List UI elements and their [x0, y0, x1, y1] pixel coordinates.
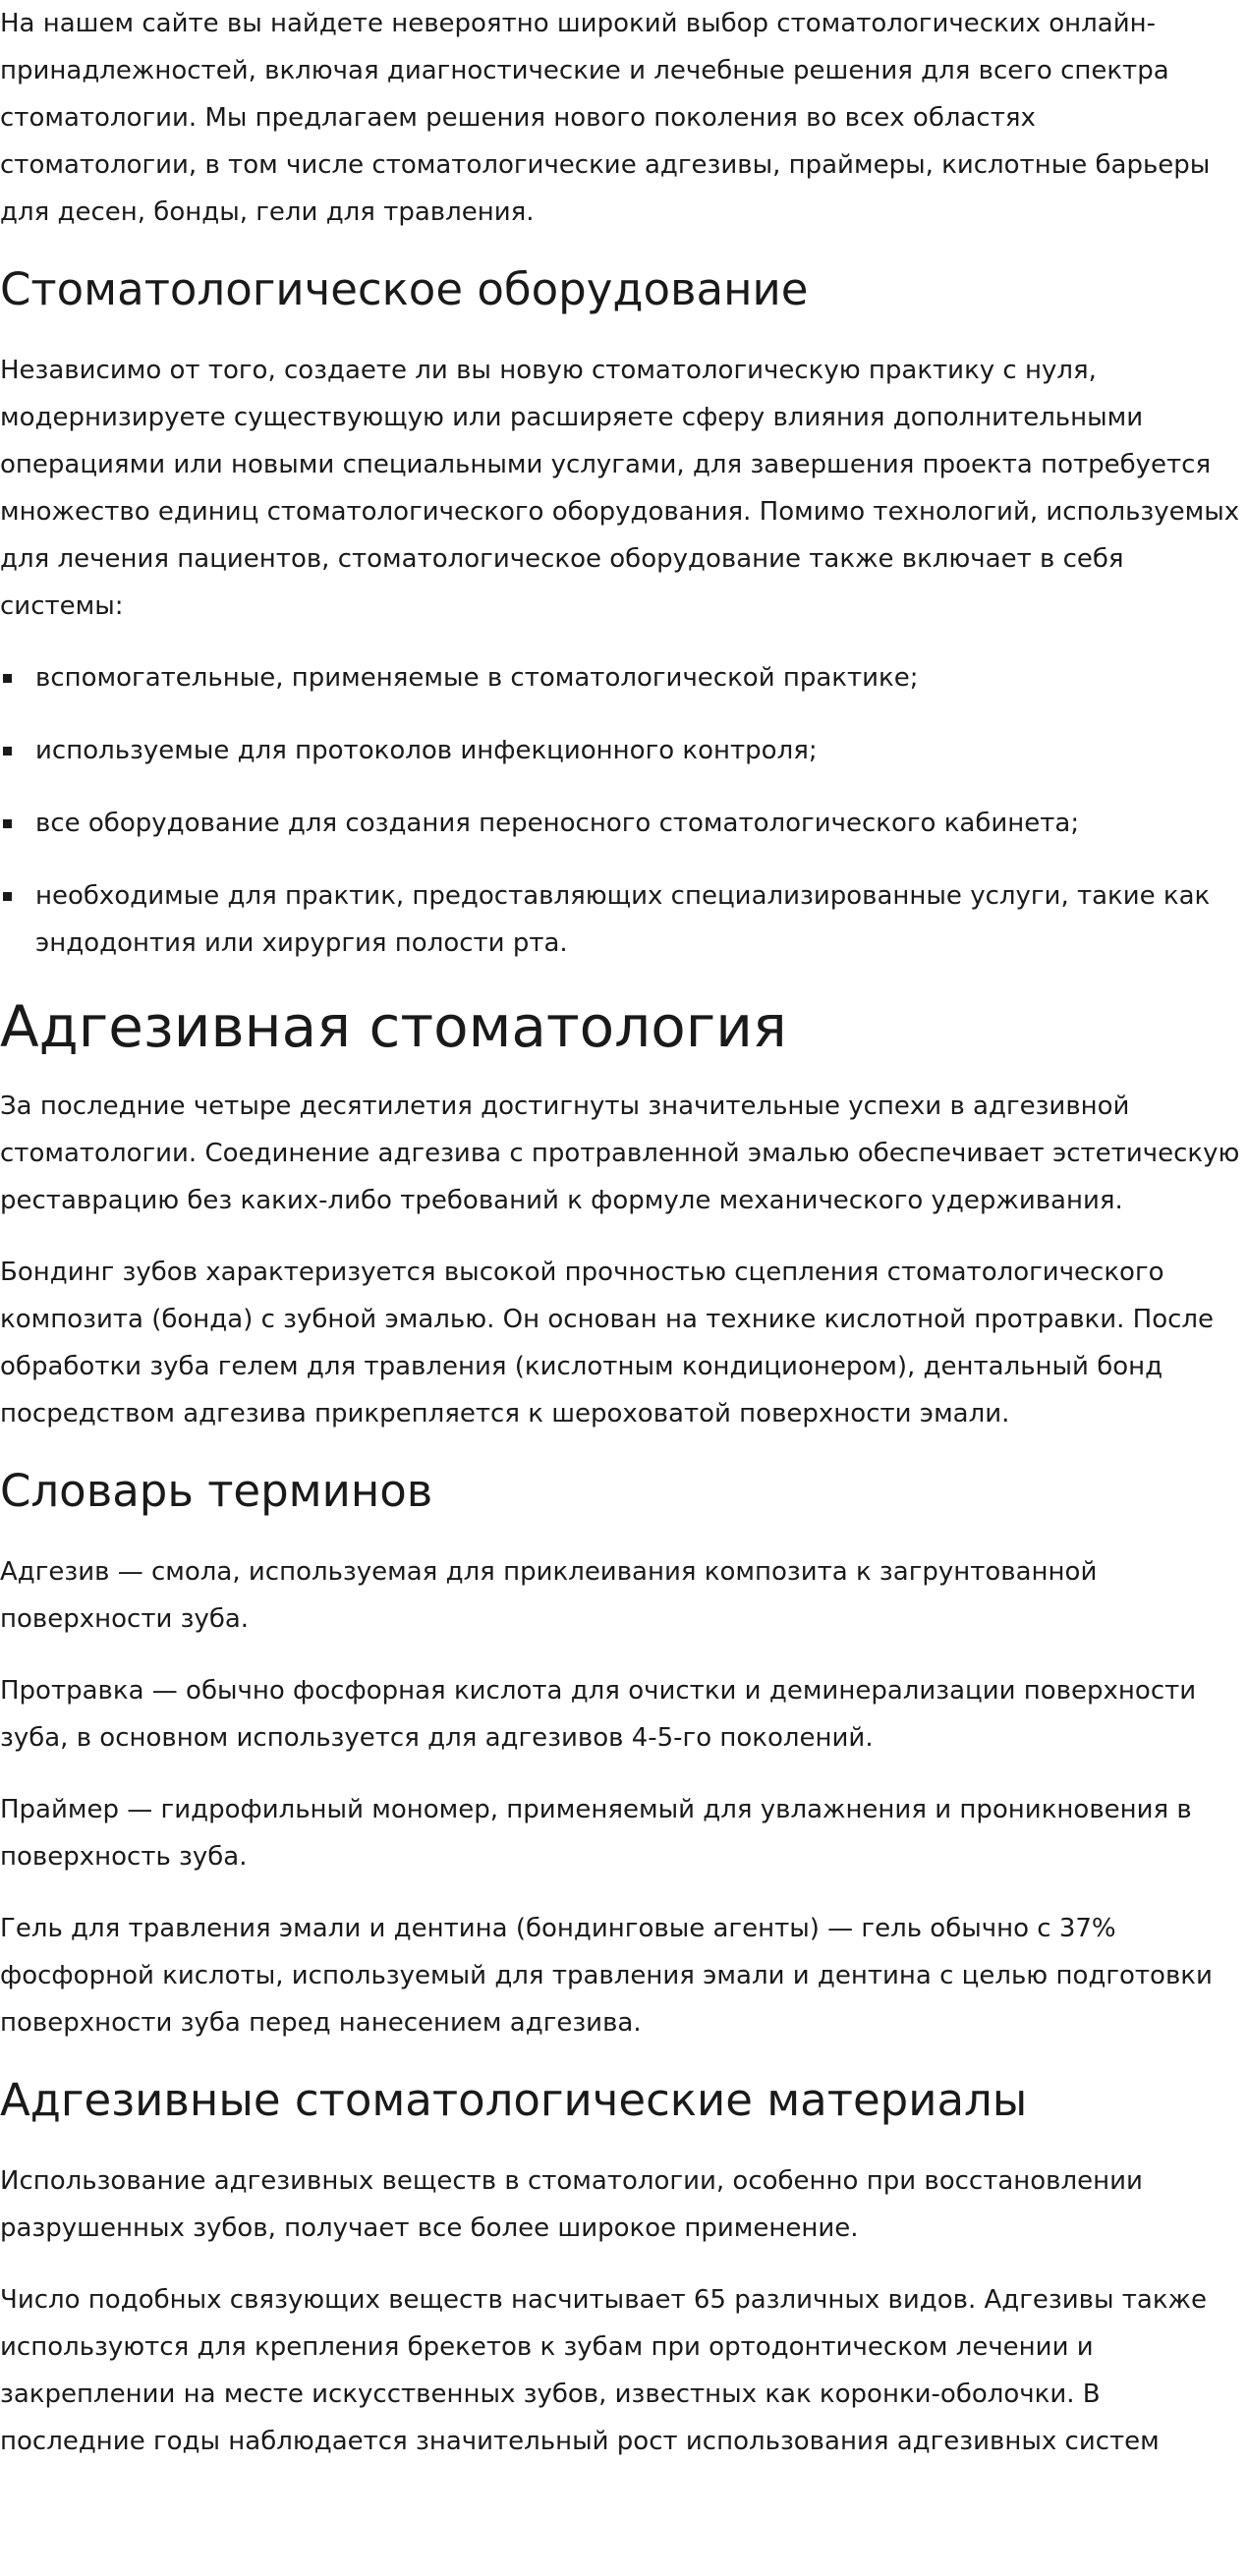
equipment-paragraph: Независимо от того, создаете ли вы новую стоматологическую практику с нуля, модернизируете существующую или расширяете сферу влияния дополнительными операциями или новыми специальными услугами, для завершения проекта потребуется множество единиц стоматологического оборудования. Помимо технологий, используемых для лечения пациентов, стоматологическое оборудование также включает в себя системы: — [0, 356, 1240, 621]
glossary-term-adhesive: Адгезив — смола, используемая для приклеивания композита к загрунтованной поверхности зуба. — [0, 1557, 1098, 1634]
glossary-term-etch: Протравка — обычно фосфорная кислота для очистки и деминерализации поверхности зуба, в основном используется для адгезивов 4-5-го поколений. — [0, 1676, 1197, 1753]
materials-paragraph: Число подобных связующих веществ насчитывает 65 различных видов. Адгезивы также используются для крепления брекетов к зубам при ортодонтическом лечении и закреплении на месте искусственных зубов, известных как коронки-оболочки. В последние годы наблюдается значительный рост использования адгезивных систем — [0, 2285, 1207, 2456]
square-bullet-icon — [3, 674, 12, 683]
square-bullet-icon — [3, 892, 12, 901]
list-item-text: вспомогательные, применяемые в стоматологической практике; — [35, 663, 919, 693]
square-bullet-icon — [3, 747, 12, 756]
materials-paragraph: Использование адгезивных веществ в стоматологии, особенно при восстановлении разрушенных зубов, получает все более широкое применение. — [0, 2166, 1143, 2243]
list-item-text: необходимые для практик, предоставляющих специализированные услуги, такие как эндодонтия или хирургия полости рта. — [35, 881, 1211, 958]
list-item — [0, 800, 1240, 847]
list-item — [0, 654, 1240, 701]
adhesive-paragraph: За последние четыре десятилетия достигнуты значительные успехи в адгезивной стоматологии. Соединение адгезива с протравленной эмалью обеспечивает эстетическую реставрацию без каких-либо требований к формуле механического удерживания. — [0, 1092, 1240, 1215]
glossary-term-gel: Гель для травления эмали и дентина (бондинговые агенты) — гель обычно с 37% фосфорной кислоты, используемый для травления эмали и дентина с целью подготовки поверхности зуба перед нанесением адгезива. — [0, 1914, 1213, 2038]
adhesive-heading: Адгезивная стоматология — [0, 993, 787, 1060]
list-item-text: все оборудование для создания переносного стоматологического кабинета; — [35, 809, 1080, 838]
adhesive-paragraph: Бондинг зубов характеризуется высокой прочностью сцепления стоматологического композита (бонда) с зубной эмалью. Он основан на технике кислотной протравки. После обработки зуба гелем для травления (кислотным кондиционером), дентальный бонд посредством адгезива прикрепляется к шероховатой поверхности эмали. — [0, 1258, 1215, 1428]
glossary-term-primer: Праймер — гидрофильный мономер, применяемый для увлажнения и проникновения в поверхность зуба. — [0, 1795, 1192, 1872]
intro-paragraph: На нашем сайте вы найдете невероятно широкий выбор стоматологических онлайн-принадлежностей, включая диагностические и лечебные решения для всего спектра стоматологии. Мы предлагаем решения нового поколения во всех областях стоматологии, в том числе стоматологические адгезивы, праймеры, кислотные барьеры для десен, бонды, гели для травления. — [0, 9, 1211, 227]
square-bullet-icon — [3, 819, 12, 828]
materials-heading: Адгезивные стоматологические материалы — [0, 2074, 1028, 2126]
list-item-text: используемые для протоколов инфекционного контроля; — [35, 736, 818, 765]
list-item — [0, 727, 1240, 774]
equipment-heading: Стоматологическое оборудование — [0, 263, 809, 315]
equipment-list — [0, 654, 1240, 967]
glossary-heading: Словарь терминов — [0, 1465, 433, 1517]
list-item — [0, 872, 1240, 967]
